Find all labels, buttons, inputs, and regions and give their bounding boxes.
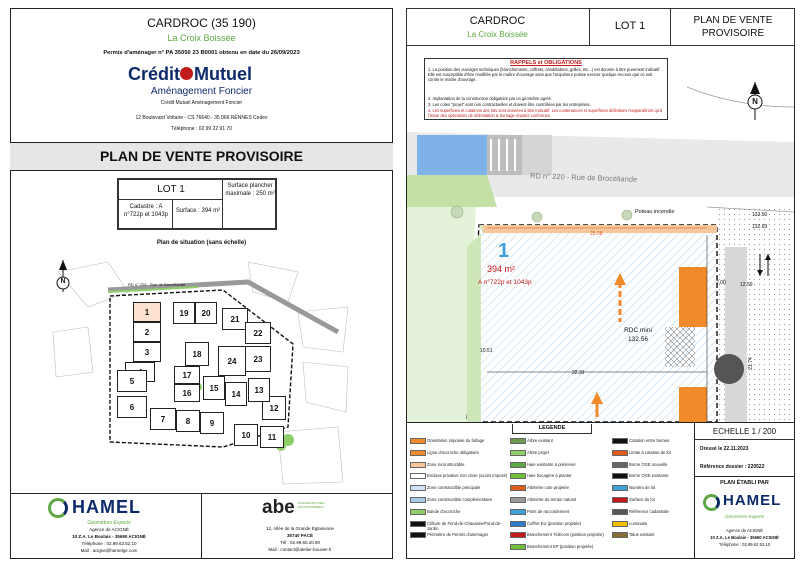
left-lot-label: LOT 1 [157, 184, 185, 195]
etabli-rule [694, 476, 795, 477]
right-hamel-swirl-icon [703, 494, 720, 511]
right-hamel-name: HAMEL [723, 492, 782, 509]
hamel-address: 10 Z.A. Le Boulais - 35690 ACIGNÉ [72, 534, 146, 539]
alt-2: 132.93 [752, 224, 768, 230]
legend-col-3 [612, 438, 692, 556]
legend-label: Bande d'accroche [427, 508, 461, 514]
date-label: Dressé le 22.11.2023 [700, 446, 749, 452]
map-lot-7: 7 [150, 408, 176, 430]
legend-label: Talus existant [629, 532, 655, 538]
map-lot-24: 24 [218, 346, 246, 376]
brand-name: Crédit Mutuel Aménagement Foncier [160, 100, 243, 106]
map-lot-8: 8 [176, 410, 200, 432]
legend-label: Altimètre cote projetée [527, 485, 569, 491]
legend-swatch-icon [510, 544, 526, 550]
legend-label: Référence cadastrale [629, 508, 669, 514]
legend-label: Zone inconstructible [427, 461, 465, 467]
rappel-2: 2. Implantation de la construction obligatoire par un géomètre agréé. [428, 96, 553, 101]
legend-label: Coffret EU (position projetée) [527, 520, 582, 526]
abe-mail: Mail : contact@atelier-bouvier.fr [268, 547, 332, 552]
hamel-logo [48, 497, 168, 519]
legend-swatch-icon [410, 450, 426, 456]
left-north-arrow-icon [52, 258, 74, 296]
legend-swatch-icon [510, 509, 526, 515]
legend-label: Borne OGE nouvelle [629, 461, 668, 467]
hamel-swirl-icon [48, 498, 68, 518]
legend-swatch-icon [612, 497, 628, 503]
legend-swatch-icon [410, 497, 426, 503]
map-lot-15: 15 [203, 376, 225, 400]
etabli-label: PLAN ÉTABLI PAR [720, 480, 769, 486]
legend-swatch-icon [410, 521, 426, 527]
legend-label: Branchement Télécom (position projetée) [527, 532, 604, 538]
legend-label: Haie existante à préserver [527, 461, 576, 467]
traffic-arrows-icon [754, 250, 774, 280]
legend-swatch-icon [410, 462, 426, 468]
map-lot-3: 3 [133, 342, 161, 362]
dim-left: 10.51 [480, 348, 493, 354]
surface-plancher: Surface plancher maximale : 250 m² [225, 183, 275, 197]
alt-1: 132.50 [752, 212, 768, 218]
dim-right-top: 12.59 [740, 282, 753, 288]
rdc-value: 132.56 [628, 336, 648, 343]
map-lot-11: 11 [260, 426, 284, 448]
map-street-label: RD n° 220 - Rue de Brocéliande [128, 282, 186, 287]
right-hamel-agency: Agence de ACIGNÉ [725, 528, 763, 533]
legend-swatch-icon [510, 521, 526, 527]
left-north-letter: N [60, 278, 66, 285]
legend-swatch-icon [612, 462, 628, 468]
brand-address: 12 Boulevard Voltaire - CS 76640 - 35 066 RENNES Cedex [135, 115, 268, 121]
legend-swatch-icon [410, 509, 426, 515]
map-lot-10: 10 [234, 424, 258, 446]
rdc-label: RDC mini [624, 327, 652, 334]
map-lot-18: 18 [185, 342, 209, 366]
right-hamel-phone: Téléphone : 02.99.62.52.10 [718, 542, 771, 547]
abe-tag: ATELIER BOUVIER ENVIRONNEMENT [298, 501, 325, 509]
dim-mid: 22.31 [572, 370, 585, 376]
legend-swatch-icon [612, 450, 628, 456]
legend-swatch-icon [410, 485, 426, 491]
legend-label: Orientation imposée du faîtage [427, 438, 485, 443]
right-subtitle: La Croix Boissée [467, 30, 528, 39]
map-lot-1: 1 [133, 302, 161, 322]
scale-label: ECHELLE 1 / 200 [712, 427, 777, 436]
abe-logo [258, 497, 328, 523]
map-lot-6: 6 [117, 396, 147, 418]
legend-label: Arbre existant [527, 438, 553, 443]
legend-swatch-icon [410, 438, 426, 444]
map-lot-17: 17 [174, 366, 200, 384]
hamel-mail: Mail : acigne@hamelge.com [80, 548, 138, 553]
left-title: CARDROC (35 190) [147, 16, 256, 30]
legend-label: Haie bocagère à planter [527, 473, 572, 479]
credit-mutuel-word-b: Mutuel [194, 64, 252, 84]
abe-address: 12, Allée de la Grande Églaisonne [265, 526, 335, 531]
legend-swatch-icon [612, 438, 628, 444]
legend-label: Zone constructible principale [427, 485, 481, 491]
right-plan-title: PLAN DE VENTE PROVISOIRE [693, 15, 773, 39]
abe-name: abe [262, 497, 295, 518]
legend-swatch-icon [612, 509, 628, 515]
legend-label: Branchement EP (position projetée) [527, 544, 594, 550]
legend-swatch-icon [612, 521, 628, 527]
legend-label: Arbre projet [527, 449, 549, 455]
poteau-label: Poteau incendie [635, 209, 675, 215]
legend-label: Point de raccordement [527, 508, 570, 514]
right-hamel-logo [703, 492, 793, 514]
rappel-3: 3. Les cotes "projet" sont non contractuelles et doivent être contrôlées par les entreprises. [428, 102, 591, 107]
right-hamel-tag: Géomètres-Experts [724, 514, 764, 519]
lot-area: 394 m² [487, 264, 516, 274]
legend-swatch-icon [510, 497, 526, 503]
right-title: CARDROC [469, 15, 526, 27]
legend-swatch-icon [510, 462, 526, 468]
legend-swatch-icon [510, 532, 526, 538]
legend-label: Altimètre du terrain naturel [527, 497, 577, 502]
legend-label: Ligne d'accroche obligatoire [427, 449, 480, 455]
right-north-letter: N [752, 97, 758, 106]
map-lot-22: 22 [245, 322, 271, 344]
legend-label: Cotation entre bornes [629, 438, 670, 443]
left-subtitle: La Croix Boissée [167, 33, 236, 43]
rappels-title: RAPPELS et OBLIGATIONS [510, 60, 582, 66]
legend-label: Numéro de lot [629, 485, 656, 491]
lot-ref: A n°722p et 1043p [478, 279, 532, 286]
map-lot-12: 12 [262, 396, 286, 420]
situation-map [48, 252, 354, 488]
legend-label: Clôture de Fond-de-Chaussée/Fond-de-Jardin [427, 520, 502, 531]
map-lot-21: 21 [222, 308, 248, 330]
legend-swatch-icon [510, 438, 526, 444]
legend-col-2 [510, 438, 610, 556]
legend-label: Surface du lot [629, 497, 655, 502]
legend-label: Périmètre de Permis d'aménager [427, 532, 489, 538]
legend-swatch-icon [510, 485, 526, 491]
abe-city: 35740 PACÉ [287, 533, 313, 538]
surface: Surface : 394 m² [175, 208, 221, 214]
legend-col-1 [410, 438, 510, 556]
legend-swatch-icon [612, 485, 628, 491]
right-north-arrow-icon [742, 80, 768, 124]
legend-swatch-icon [410, 473, 426, 479]
map-lot-20: 20 [195, 302, 217, 324]
map-lot-5: 5 [117, 370, 147, 392]
legend-label: Zone constructible complémentaire [427, 497, 493, 502]
cadastre: Cadastre : A n°722p et 1043p [123, 204, 169, 218]
brand-sub: Aménagement Foncier [150, 86, 253, 97]
hamel-name: HAMEL [72, 497, 141, 517]
map-lot-19: 19 [173, 302, 195, 324]
map-lot-16: 16 [174, 384, 200, 402]
hamel-agency: Agence de ACIGNÉ [89, 527, 129, 532]
legend-label: Luminaire [629, 520, 648, 526]
map-lot-13: 13 [248, 378, 270, 402]
credit-mutuel-cross-icon [180, 67, 193, 80]
rappel-4: 4. Les superficies et cotations des lots sont données à titre indicatif. Les contenances et superficies définitives n'apparaîtront qu'à l'issue des opérations de délimitation & bornage réputés conformes. [428, 108, 663, 118]
legend-swatch-icon [510, 450, 526, 456]
legend-label: Enclave privative non close (accès imposé) [427, 473, 508, 479]
lot-number: 1 [498, 240, 510, 262]
dim-right-small: 2.00 [716, 280, 726, 286]
left-permit: Permis d'aménager n° PA 35050 23 B0001 obtenu en date du 26/09/2023 [103, 50, 300, 56]
left-footer-mid [201, 493, 202, 559]
dim-top: 25.08 [590, 231, 603, 237]
map-lot-23: 23 [245, 346, 271, 372]
left-plan-title: PLAN DE VENTE PROVISOIRE [99, 148, 304, 164]
legend-swatch-icon [612, 473, 628, 479]
map-lot-2: 2 [133, 322, 161, 342]
road-label: RD n° 220 - Rue de Brocéliande [529, 171, 638, 184]
legend-swatch-icon [510, 473, 526, 479]
situation-label: Plan de situation (sans échelle) [156, 240, 247, 246]
credit-mutuel-word-a: Crédit [128, 64, 181, 84]
abe-phone: Tél : 02.99.60.20.80 [279, 540, 321, 545]
hamel-phone: Téléphone : 02.99.62.52.10 [81, 541, 137, 546]
hamel-tag: Géomètres-Experts [87, 520, 131, 526]
map-background [48, 252, 354, 488]
right-hamel-address: 10 Z.A. Le Boulais - 35690 ACIGNÉ [710, 535, 779, 540]
legend-label: Limite à cotation de lot [629, 449, 671, 455]
brand-phone: Téléphone : 02 99 22 91 70 [170, 126, 233, 132]
rappel-1: 1. La position des ouvrages techniques (branchements, coffrets, candélabres, grilles, etc...) est donnée à titre purement indicatif. Elle est susceptible d'être modifiée par le maître d'ouvrage sans que l'acquéreur puisse exercer quelque recours que ce soit contre le maître d'ouvrage. [428, 67, 661, 82]
legend-swatch-icon [612, 532, 628, 538]
legend-label: Borne OGE existante [629, 473, 669, 479]
legende-title: LEGENDE [538, 425, 566, 431]
map-lot-14: 14 [225, 382, 247, 406]
dim-right-vert: 21.74 [747, 357, 754, 370]
right-lot-label: LOT 1 [614, 20, 646, 32]
ref-label: Référence dossier : 220522 [700, 464, 765, 470]
legend-swatch-icon [410, 532, 426, 538]
map-lot-9: 9 [200, 412, 224, 434]
